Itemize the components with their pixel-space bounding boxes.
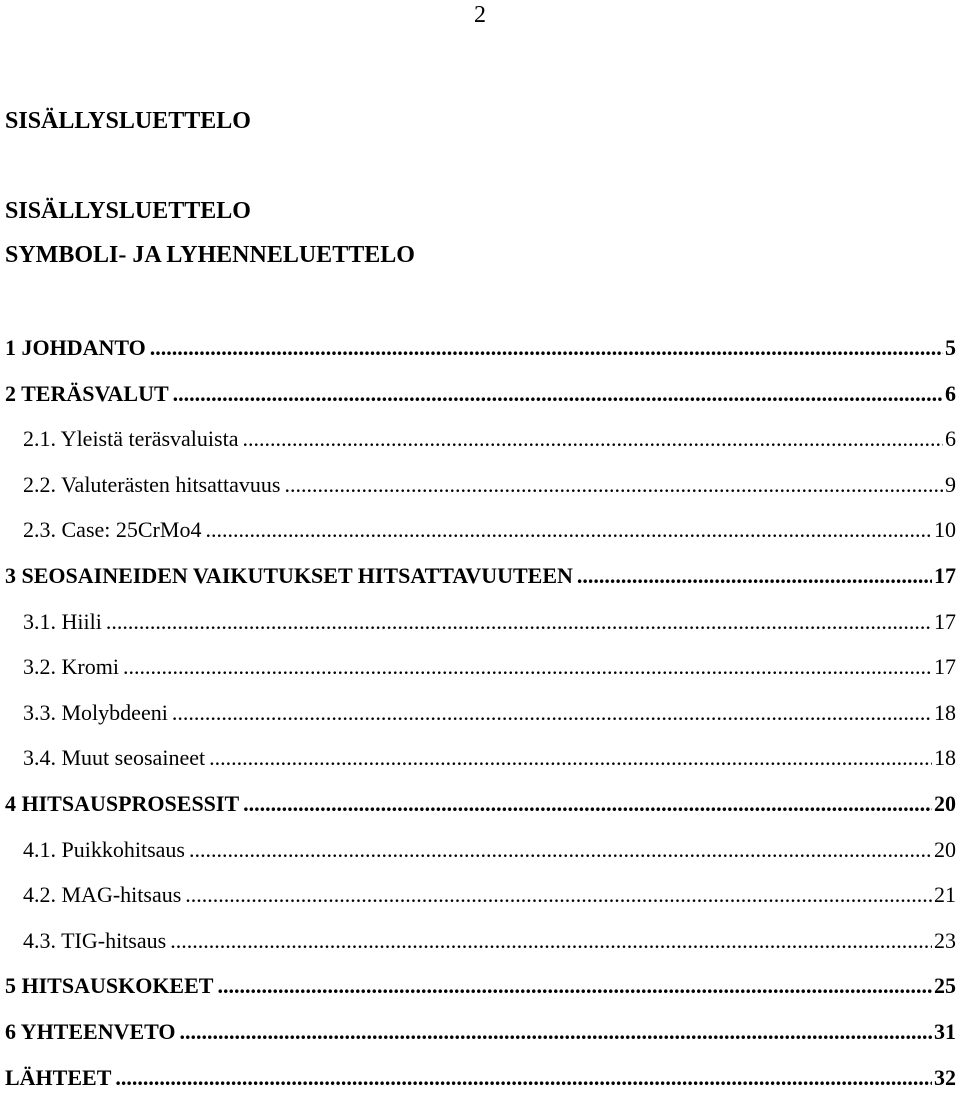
front-matter-item-symbols: SYMBOLI- JA LYHENNELUETTELO [5, 242, 415, 268]
toc-entry-title: 2.1. Yleistä teräsvaluista [23, 426, 239, 452]
toc-entry[interactable] [5, 333, 956, 363]
toc-dot-leader [577, 561, 932, 591]
toc-entry-title: 3.3. Molybdeeni [23, 699, 168, 725]
toc-entry-title: 1 JOHDANTO [5, 335, 146, 360]
toc-entry-title: 5 HITSAUSKOKEET [5, 973, 214, 999]
toc-entry-page-number: 17 [934, 654, 956, 680]
toc-entry-page-number: 31 [934, 1019, 956, 1044]
toc-entry-title: LÄHTEET [5, 1064, 112, 1090]
toc-entry[interactable] [5, 424, 956, 454]
toc-entry-page-number: 6 [945, 380, 956, 406]
toc-entry[interactable] [5, 652, 956, 682]
page-number: 2 [474, 2, 486, 28]
toc-dot-leader [209, 743, 932, 773]
toc-entry[interactable] [5, 926, 956, 956]
toc-entry-page-number: 18 [934, 745, 956, 771]
front-matter-item-contents: SISÄLLYSLUETTELO [5, 198, 251, 224]
toc-entry-title: 2.2. Valuterästen hitsattavuus [23, 471, 281, 497]
toc-entry-page-number: 25 [934, 973, 956, 999]
toc-entry-title: 3.4. Muut seosaineet [23, 745, 206, 771]
toc-dot-leader [284, 470, 943, 500]
toc-entry[interactable] [5, 880, 956, 910]
toc-entry-title: 4.3. TIG-hitsaus [23, 927, 167, 953]
toc-entry-title: 4.2. MAG-hitsaus [23, 882, 182, 908]
toc-dot-leader [173, 379, 943, 409]
toc-dot-leader [205, 515, 932, 545]
toc-entry-title: 3.1. Hiili [23, 608, 102, 634]
toc-dot-leader [180, 1017, 932, 1047]
toc-dot-leader [243, 789, 932, 819]
toc-entry-title: 6 YHTEENVETO [5, 1019, 176, 1044]
toc-entry-page-number: 9 [945, 471, 956, 497]
toc-dot-leader [217, 971, 932, 1001]
toc-dot-leader [106, 607, 932, 637]
toc-entry-title: 3 SEOSAINEIDEN VAIKUTUKSET HITSATTAVUUTEEN [5, 563, 573, 588]
toc-entry-page-number: 21 [934, 882, 956, 908]
toc-entry-page-number: 5 [945, 335, 956, 360]
toc-entry[interactable] [5, 789, 956, 819]
toc-entry-title: 2 TERÄSVALUT [5, 380, 169, 406]
toc-entry[interactable] [5, 379, 956, 409]
toc-entry[interactable] [5, 470, 956, 500]
page-title: SISÄLLYSLUETTELO [5, 108, 251, 134]
toc-dot-leader [115, 1063, 932, 1093]
toc-entry[interactable] [5, 698, 956, 728]
toc-dot-leader [185, 880, 932, 910]
toc-entry-page-number: 17 [934, 563, 956, 588]
toc-entry-title: 3.2. Kromi [23, 654, 119, 680]
toc-entry[interactable] [5, 1063, 956, 1093]
toc-dot-leader [150, 333, 943, 363]
toc-dot-leader [242, 424, 943, 454]
toc-entry-page-number: 23 [934, 927, 956, 953]
toc-entry-title: 4.1. Puikkohitsaus [23, 836, 185, 862]
toc-entry-page-number: 20 [934, 836, 956, 862]
toc-dot-leader [170, 926, 932, 956]
toc-entry[interactable] [5, 607, 956, 637]
toc-entry[interactable] [5, 971, 956, 1001]
toc-entry-page-number: 17 [934, 608, 956, 634]
toc-entry-page-number: 6 [945, 426, 956, 452]
toc-entry[interactable] [5, 743, 956, 773]
toc-entry-page-number: 20 [934, 791, 956, 816]
toc-entry-page-number: 32 [934, 1064, 956, 1090]
toc-entry[interactable] [5, 835, 956, 865]
toc-dot-leader [123, 652, 932, 682]
toc-entry[interactable] [5, 1017, 956, 1047]
toc-entry[interactable] [5, 561, 956, 591]
toc-entry-title: 2.3. Case: 25CrMo4 [23, 517, 202, 543]
toc-entry-page-number: 18 [934, 699, 956, 725]
toc-dot-leader [172, 698, 932, 728]
toc-entry-page-number: 10 [934, 517, 956, 543]
toc-entry-title: 4 HITSAUSPROSESSIT [5, 791, 240, 816]
toc-dot-leader [189, 835, 932, 865]
toc-entry[interactable] [5, 515, 956, 545]
